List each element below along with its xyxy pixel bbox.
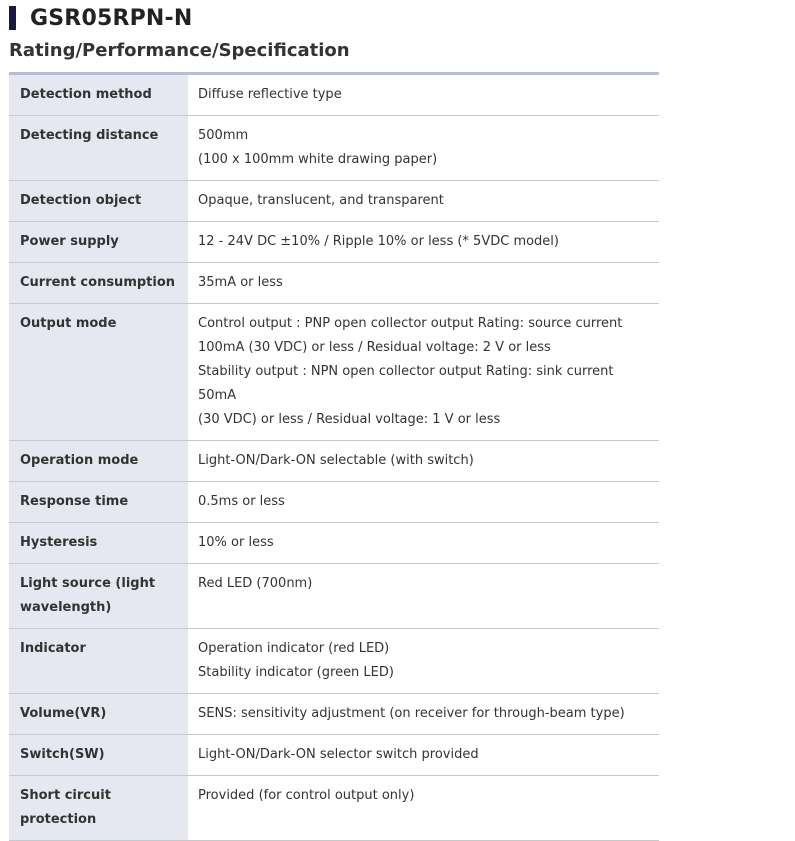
spec-row	[9, 441, 659, 482]
spec-row	[9, 564, 659, 629]
spec-value-line: Stability indicator (green LED)	[198, 665, 394, 680]
spec-row	[9, 222, 659, 263]
spec-value	[188, 441, 659, 482]
spec-value	[188, 523, 659, 564]
spec-label: Output mode	[9, 304, 188, 441]
spec-row	[9, 263, 659, 304]
spec-label: Detection object	[9, 181, 188, 222]
spec-value-line: 100mA (30 VDC) or less / Residual voltage: 2 V or less	[198, 340, 551, 355]
spec-row	[9, 735, 659, 776]
spec-value-line: (30 VDC) or less / Residual voltage: 1 V or less	[198, 412, 501, 427]
spec-value-line: (100 x 100mm white drawing paper)	[198, 152, 438, 167]
spec-value-line: 0.5ms or less	[198, 494, 285, 509]
spec-value	[188, 776, 659, 841]
spec-value-line: SENS: sensitivity adjustment (on receiver for through-beam type)	[198, 706, 625, 721]
spec-label: Current consumption	[9, 263, 188, 304]
spec-value-line: 12 - 24V DC ±10% / Ripple 10% or less (* 5VDC model)	[198, 234, 559, 249]
spec-value-line: Opaque, translucent, and transparent	[198, 193, 444, 208]
spec-value-line: Operation indicator (red LED)	[198, 641, 390, 656]
spec-value	[188, 181, 659, 222]
spec-label: Detection method	[9, 75, 188, 116]
title-row	[9, 3, 192, 33]
spec-label: Short circuit protection	[9, 776, 188, 841]
spec-row	[9, 75, 659, 116]
spec-row	[9, 523, 659, 564]
spec-value-line: 35mA or less	[198, 275, 283, 290]
spec-row	[9, 181, 659, 222]
spec-value-line: Provided (for control output only)	[198, 788, 415, 803]
spec-label: Operation mode	[9, 441, 188, 482]
spec-value	[188, 304, 659, 441]
spec-table	[9, 75, 659, 841]
spec-value	[188, 629, 659, 694]
spec-value-line: 10% or less	[198, 535, 274, 550]
spec-label: Light source (light wavelength)	[9, 564, 188, 629]
spec-value-line: 500mm	[198, 128, 249, 143]
spec-label: Switch(SW)	[9, 735, 188, 776]
spec-label: Indicator	[9, 629, 188, 694]
spec-value-line: Diffuse reflective type	[198, 87, 342, 102]
spec-row	[9, 776, 659, 841]
title-accent-bar	[9, 6, 16, 30]
spec-label: Detecting distance	[9, 116, 188, 181]
spec-row	[9, 482, 659, 523]
spec-value-line: Stability output : NPN open collector output Rating: sink current 50mA	[198, 364, 614, 403]
spec-value-line: Light-ON/Dark-ON selector switch provided	[198, 747, 479, 762]
page-title: GSR05RPN-N	[30, 5, 193, 31]
spec-value	[188, 75, 659, 116]
spec-row	[9, 304, 659, 441]
spec-label: Power supply	[9, 222, 188, 263]
spec-value	[188, 735, 659, 776]
section-heading: Rating/Performance/Specification	[9, 40, 350, 61]
spec-value	[188, 564, 659, 629]
spec-value-line: Light-ON/Dark-ON selectable (with switch)	[198, 453, 474, 468]
spec-value	[188, 222, 659, 263]
spec-value-line: Control output : PNP open collector output Rating: source current	[198, 316, 623, 331]
spec-row	[9, 629, 659, 694]
spec-row	[9, 116, 659, 181]
spec-label: Volume(VR)	[9, 694, 188, 735]
spec-value	[188, 694, 659, 735]
spec-value	[188, 116, 659, 181]
spec-label: Response time	[9, 482, 188, 523]
spec-value	[188, 263, 659, 304]
spec-row	[9, 694, 659, 735]
spec-value	[188, 482, 659, 523]
spec-table-body	[9, 75, 659, 841]
spec-value-line: Red LED (700nm)	[198, 576, 313, 591]
spec-label: Hysteresis	[9, 523, 188, 564]
